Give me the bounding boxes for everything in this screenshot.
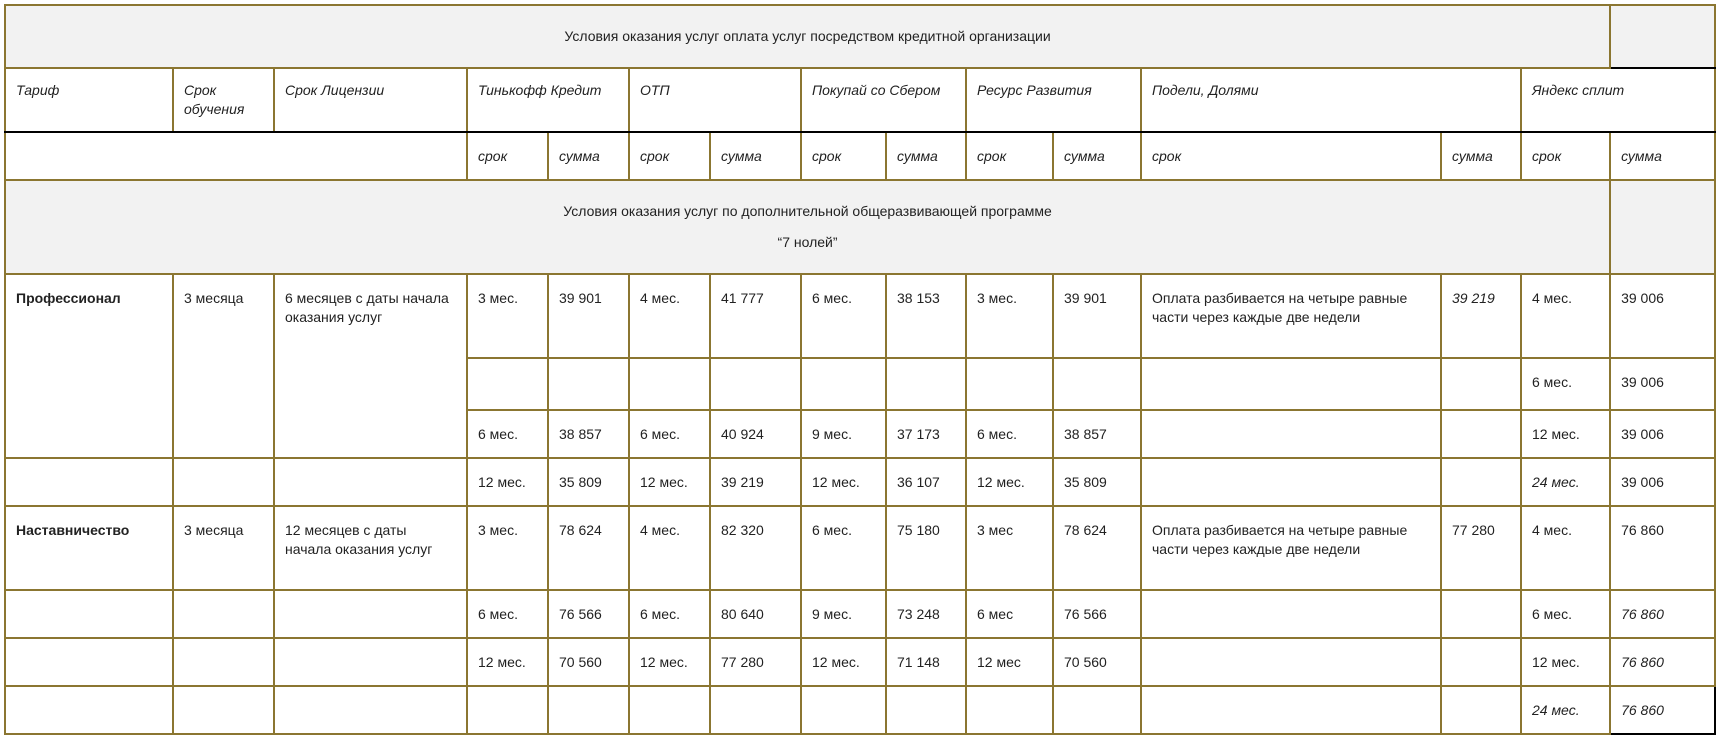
cell: 3 мес. bbox=[966, 274, 1053, 358]
sub-term: срок bbox=[801, 132, 886, 180]
col-yandex: Яндекс сплит bbox=[1521, 68, 1715, 132]
cell: Оплата разбивается на четыре равные части через каждые две недели bbox=[1141, 506, 1441, 590]
cell: 70 560 bbox=[548, 638, 629, 686]
cell bbox=[5, 590, 173, 638]
section-line-1: Условия оказания услуг по дополнительной общеразвивающей программе bbox=[563, 203, 1052, 219]
cell: 6 мес bbox=[966, 590, 1053, 638]
cell: 37 173 bbox=[886, 410, 966, 458]
sub-sum: сумма bbox=[710, 132, 801, 180]
table-row bbox=[5, 458, 1715, 506]
sub-sum: сумма bbox=[1053, 132, 1141, 180]
table-row bbox=[5, 638, 1715, 686]
cell: 12 мес. bbox=[467, 458, 548, 506]
col-podeli: Подели, Долями bbox=[1141, 68, 1521, 132]
column-header-row bbox=[5, 68, 1715, 132]
cell: 4 мес. bbox=[1521, 274, 1610, 358]
subheader-blank bbox=[5, 132, 467, 180]
section-row bbox=[5, 180, 1715, 274]
cell bbox=[173, 458, 274, 506]
cell bbox=[710, 358, 801, 410]
pricing-document bbox=[4, 4, 1716, 735]
cell: 70 560 bbox=[1053, 638, 1141, 686]
title-row bbox=[5, 5, 1715, 68]
cell: 39 219 bbox=[710, 458, 801, 506]
cell bbox=[274, 590, 467, 638]
cell: 82 320 bbox=[710, 506, 801, 590]
cell: 12 мес. bbox=[467, 638, 548, 686]
cell: 39 219 bbox=[1441, 274, 1521, 358]
cell bbox=[1141, 458, 1441, 506]
cell bbox=[548, 358, 629, 410]
license-term: 12 месяцев с даты начала оказания услуг bbox=[274, 506, 467, 590]
study-term: 3 месяца bbox=[173, 274, 274, 458]
cell: 38 857 bbox=[548, 410, 629, 458]
cell bbox=[886, 358, 966, 410]
cell: 36 107 bbox=[886, 458, 966, 506]
cell bbox=[274, 686, 467, 734]
cell bbox=[886, 686, 966, 734]
cell: 6 мес. bbox=[629, 410, 710, 458]
cell: 80 640 bbox=[710, 590, 801, 638]
cell bbox=[1141, 358, 1441, 410]
col-tariff: Тариф bbox=[5, 68, 173, 132]
cell: 4 мес. bbox=[629, 506, 710, 590]
cell: 24 мес. bbox=[1521, 686, 1610, 734]
cell: 39 006 bbox=[1610, 410, 1715, 458]
cell: 6 мес. bbox=[966, 410, 1053, 458]
cell: 3 мес bbox=[966, 506, 1053, 590]
cell bbox=[467, 358, 548, 410]
pricing-table bbox=[4, 4, 1716, 735]
cell: 9 мес. bbox=[801, 410, 886, 458]
cell bbox=[5, 638, 173, 686]
cell bbox=[5, 686, 173, 734]
cell: 6 мес. bbox=[467, 410, 548, 458]
cell: 12 мес bbox=[966, 638, 1053, 686]
cell: 35 809 bbox=[548, 458, 629, 506]
section-line-2: “7 нолей” bbox=[777, 234, 838, 250]
cell: 6 мес. bbox=[801, 274, 886, 358]
cell: 9 мес. bbox=[801, 590, 886, 638]
cell: 3 мес. bbox=[467, 274, 548, 358]
cell: 6 мес. bbox=[1521, 590, 1610, 638]
col-tinkoff: Тинькофф Кредит bbox=[467, 68, 629, 132]
sub-term: срок bbox=[1141, 132, 1441, 180]
sub-term: срок bbox=[1521, 132, 1610, 180]
col-study-term: Срок обучения bbox=[173, 68, 274, 132]
cell: 38 857 bbox=[1053, 410, 1141, 458]
cell: 6 мес. bbox=[467, 590, 548, 638]
cell bbox=[467, 686, 548, 734]
cell: 38 153 bbox=[886, 274, 966, 358]
cell bbox=[173, 638, 274, 686]
cell bbox=[1141, 410, 1441, 458]
cell: 35 809 bbox=[1053, 458, 1141, 506]
cell bbox=[1441, 410, 1521, 458]
section-heading bbox=[5, 180, 1610, 274]
cell bbox=[1141, 638, 1441, 686]
sub-term: срок bbox=[467, 132, 548, 180]
cell bbox=[173, 686, 274, 734]
sub-sum: сумма bbox=[886, 132, 966, 180]
cell: 12 мес. bbox=[1521, 638, 1610, 686]
cell: 78 624 bbox=[1053, 506, 1141, 590]
cell bbox=[274, 638, 467, 686]
cell bbox=[1441, 358, 1521, 410]
cell: 40 924 bbox=[710, 410, 801, 458]
cell bbox=[1053, 358, 1141, 410]
sub-sum: сумма bbox=[1441, 132, 1521, 180]
cell: 41 777 bbox=[710, 274, 801, 358]
cell bbox=[548, 686, 629, 734]
cell: 76 860 bbox=[1610, 686, 1715, 734]
col-resurs: Ресурс Развития bbox=[966, 68, 1141, 132]
table-row bbox=[5, 686, 1715, 734]
cell bbox=[1141, 590, 1441, 638]
cell: 73 248 bbox=[886, 590, 966, 638]
cell: 76 860 bbox=[1610, 638, 1715, 686]
cell bbox=[1141, 686, 1441, 734]
cell: 39 006 bbox=[1610, 358, 1715, 410]
tariff-name: Наставничество bbox=[5, 506, 173, 590]
cell: 12 мес. bbox=[966, 458, 1053, 506]
col-otp: ОТП bbox=[629, 68, 801, 132]
cell: 12 мес. bbox=[629, 458, 710, 506]
cell bbox=[1441, 458, 1521, 506]
license-term: 6 месяцев с даты начала оказания услуг bbox=[274, 274, 467, 458]
cell: 76 860 bbox=[1610, 590, 1715, 638]
sub-term: срок bbox=[966, 132, 1053, 180]
cell: 75 180 bbox=[886, 506, 966, 590]
cell: 6 мес. bbox=[629, 590, 710, 638]
table-row bbox=[5, 274, 1715, 358]
cell bbox=[274, 458, 467, 506]
cell bbox=[710, 686, 801, 734]
subheader-row bbox=[5, 132, 1715, 180]
cell bbox=[966, 686, 1053, 734]
col-sber: Покупай со Сбером bbox=[801, 68, 966, 132]
cell: 4 мес. bbox=[629, 274, 710, 358]
cell: 6 мес. bbox=[801, 506, 886, 590]
tariff-name: Профессионал bbox=[5, 274, 173, 458]
cell bbox=[801, 686, 886, 734]
sub-term: срок bbox=[629, 132, 710, 180]
table-row bbox=[5, 506, 1715, 590]
cell bbox=[1441, 638, 1521, 686]
cell: 39 006 bbox=[1610, 458, 1715, 506]
cell: 76 566 bbox=[548, 590, 629, 638]
cell: 39 901 bbox=[1053, 274, 1141, 358]
study-term: 3 месяца bbox=[173, 506, 274, 590]
table-title: Условия оказания услуг оплата услуг посредством кредитной организации bbox=[5, 5, 1610, 68]
cell: 39 006 bbox=[1610, 274, 1715, 358]
section-corner-cell bbox=[1610, 180, 1715, 274]
cell: 4 мес. bbox=[1521, 506, 1610, 590]
cell bbox=[966, 358, 1053, 410]
sub-sum: сумма bbox=[548, 132, 629, 180]
cell: 77 280 bbox=[1441, 506, 1521, 590]
cell: 6 мес. bbox=[1521, 358, 1610, 410]
title-corner-cell bbox=[1610, 5, 1715, 68]
cell: 76 566 bbox=[1053, 590, 1141, 638]
cell: 78 624 bbox=[548, 506, 629, 590]
cell bbox=[629, 358, 710, 410]
cell bbox=[1053, 686, 1141, 734]
cell: 12 мес. bbox=[801, 458, 886, 506]
cell bbox=[173, 590, 274, 638]
cell bbox=[801, 358, 886, 410]
cell: 77 280 bbox=[710, 638, 801, 686]
cell: Оплата разбивается на четыре равные части через каждые две недели bbox=[1141, 274, 1441, 358]
cell: 39 901 bbox=[548, 274, 629, 358]
cell: 12 мес. bbox=[801, 638, 886, 686]
col-license-term: Срок Лицензии bbox=[274, 68, 467, 132]
sub-sum: сумма bbox=[1610, 132, 1715, 180]
cell: 71 148 bbox=[886, 638, 966, 686]
cell: 24 мес. bbox=[1521, 458, 1610, 506]
cell: 12 мес. bbox=[629, 638, 710, 686]
cell bbox=[1441, 686, 1521, 734]
cell bbox=[629, 686, 710, 734]
table-row bbox=[5, 590, 1715, 638]
cell bbox=[5, 458, 173, 506]
cell bbox=[1441, 590, 1521, 638]
cell: 76 860 bbox=[1610, 506, 1715, 590]
cell: 12 мес. bbox=[1521, 410, 1610, 458]
cell: 3 мес. bbox=[467, 506, 548, 590]
